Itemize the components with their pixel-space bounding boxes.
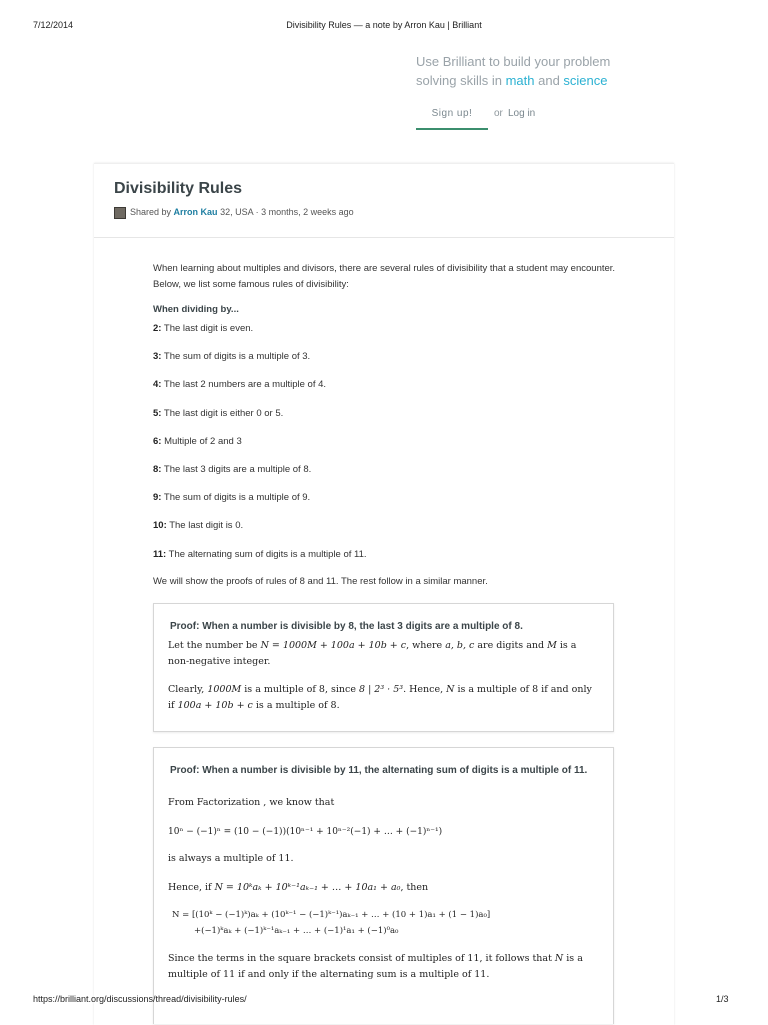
- rule-number: 9:: [153, 492, 162, 504]
- proof-paragraph: From Factorization , we know that: [168, 797, 335, 808]
- follow-paragraph: We will show the proofs of rules of 8 and 11. The rest follow in a similar manner.: [153, 576, 488, 587]
- dividing-heading: When dividing by...: [153, 304, 239, 315]
- signup-button[interactable]: Sign up!: [416, 106, 488, 130]
- rule-item: [153, 518, 623, 546]
- rule-item: [153, 462, 623, 490]
- proof-title: Proof: When a number is divisible by 11, the alternating sum of digits is a multiple of 11.: [170, 765, 588, 776]
- rule-item: [153, 321, 623, 349]
- promo-line-1: Use Brilliant to build your problem: [416, 54, 611, 69]
- proof-box-11: [153, 747, 614, 1024]
- rule-number: 6:: [153, 435, 162, 447]
- text: is a multiple of 8.: [252, 700, 340, 711]
- rule-number: 2:: [153, 323, 162, 334]
- math-expression: 100a + 10b + c: [177, 700, 253, 711]
- proof-paragraph: is always a multiple of 11.: [168, 853, 294, 864]
- text: is a non-negative integer.: [168, 640, 577, 667]
- math-display: 10ⁿ − (−1)ⁿ = (10 − (−1))(10ⁿ⁻¹ + 10ⁿ⁻²(−1) + … + (−1)ⁿ⁻¹): [168, 827, 443, 837]
- note-byline: [114, 206, 354, 219]
- print-url: https://brilliant.org/discussions/thread/divisibility-rules/: [33, 994, 247, 1004]
- text: Hence, if: [168, 882, 215, 893]
- rule-text: The alternating sum of digits is a multiple of 11.: [166, 548, 367, 560]
- author-link[interactable]: Arron Kau: [173, 207, 218, 217]
- rule-number: 8:: [153, 463, 162, 475]
- math-expression: M: [547, 640, 557, 651]
- promo-and: and: [534, 73, 564, 88]
- promo-text: [416, 52, 646, 90]
- shared-by-label: Shared by: [130, 207, 172, 217]
- math-expression: 8 | 2³ · 5³: [359, 684, 404, 695]
- print-date: 7/12/2014: [33, 20, 74, 30]
- math-expression: N = 10ᵏaₖ + 10ᵏ⁻¹aₖ₋₁ + … + 10a₁ + a₀: [214, 882, 401, 893]
- text: Clearly,: [168, 684, 208, 695]
- rule-text: The last 2 numbers are a multiple of 4.: [161, 379, 327, 391]
- login-link[interactable]: Log in: [508, 108, 536, 119]
- proof-paragraph: [168, 682, 598, 714]
- text: , then: [400, 882, 429, 893]
- proof-box-8: [153, 603, 614, 732]
- print-header: [0, 20, 768, 34]
- text: . Hence,: [403, 684, 447, 695]
- proof-paragraph: [168, 638, 598, 670]
- rule-text: The sum of digits is a multiple of 3.: [161, 351, 311, 363]
- text: is a multiple of 8 if and only if: [168, 684, 592, 711]
- proof-title: Proof: When a number is divisible by 8, the last 3 digits are a multiple of 8.: [170, 621, 523, 632]
- author-meta: 32, USA · 3 months, 2 weeks ago: [217, 207, 354, 217]
- rule-text: The last digit is even.: [161, 323, 254, 334]
- text: is a multiple of 8, since: [241, 684, 359, 695]
- rule-text: The last digit is either 0 or 5.: [161, 407, 284, 419]
- math-expression: N: [554, 953, 564, 964]
- text: is a multiple of 11 if and only if the alternating sum is a multiple of 11.: [168, 953, 583, 980]
- math-expression: 1000M: [207, 684, 242, 695]
- rule-number: 5:: [153, 407, 162, 419]
- avatar[interactable]: [114, 207, 126, 219]
- math-link[interactable]: math: [505, 73, 535, 88]
- or-text: or: [494, 108, 503, 119]
- rule-item: [153, 349, 623, 377]
- rules-list: [153, 321, 623, 575]
- intro-paragraph: When learning about multiples and divisors, there are several rules of divisibility that a student may encounter. Below, we list some famous rules of divisibility:: [153, 263, 616, 290]
- rule-text: Multiple of 2 and 3: [161, 435, 242, 447]
- math-display: N = [(10ᵏ − (−1)ᵏ)aₖ + (10ᵏ⁻¹ − (−1)ᵏ⁻¹)aₖ₋₁ + … + (10 + 1)a₁ + (1 − 1)a₀]: [172, 910, 491, 920]
- rule-item: [153, 547, 623, 575]
- text: Let the number be: [168, 640, 261, 651]
- rule-item: [153, 434, 623, 462]
- proof-paragraph: [168, 951, 598, 983]
- print-page-number: 1/3: [716, 994, 729, 1004]
- promo-line-2-prefix: solving skills in: [416, 73, 506, 88]
- rule-text: The last 3 digits are a multiple of 8.: [161, 463, 312, 475]
- text: Since the terms in the square brackets consist of multiples of 11, it follows that: [168, 953, 555, 964]
- rule-number: 11:: [153, 548, 167, 560]
- rule-item: [153, 490, 623, 518]
- math-expression: a, b, c: [445, 640, 475, 651]
- text: , where: [406, 640, 446, 651]
- text: are digits and: [474, 640, 548, 651]
- rule-item: [153, 406, 623, 434]
- math-expression: N: [446, 684, 455, 695]
- promo-line-2: [416, 71, 646, 90]
- rule-item: [153, 377, 623, 405]
- rule-number: 10:: [153, 520, 167, 532]
- math-display: +(−1)ᵏaₖ + (−1)ᵏ⁻¹aₖ₋₁ + … + (−1)¹a₁ + (−1)⁰a₀: [194, 926, 399, 936]
- rule-number: 4:: [153, 379, 162, 391]
- print-title: Divisibility Rules — a note by Arron Kau | Brilliant: [286, 20, 482, 30]
- rule-text: The sum of digits is a multiple of 9.: [161, 492, 311, 504]
- note-title: Divisibility Rules: [114, 180, 243, 197]
- note-header: [94, 164, 674, 238]
- rule-text: The last digit is 0.: [166, 520, 244, 532]
- science-link[interactable]: science: [563, 73, 608, 88]
- math-expression: N = 1000M + 100a + 10b + c: [260, 640, 407, 651]
- proof-paragraph: [168, 880, 598, 896]
- rule-number: 3:: [153, 351, 162, 363]
